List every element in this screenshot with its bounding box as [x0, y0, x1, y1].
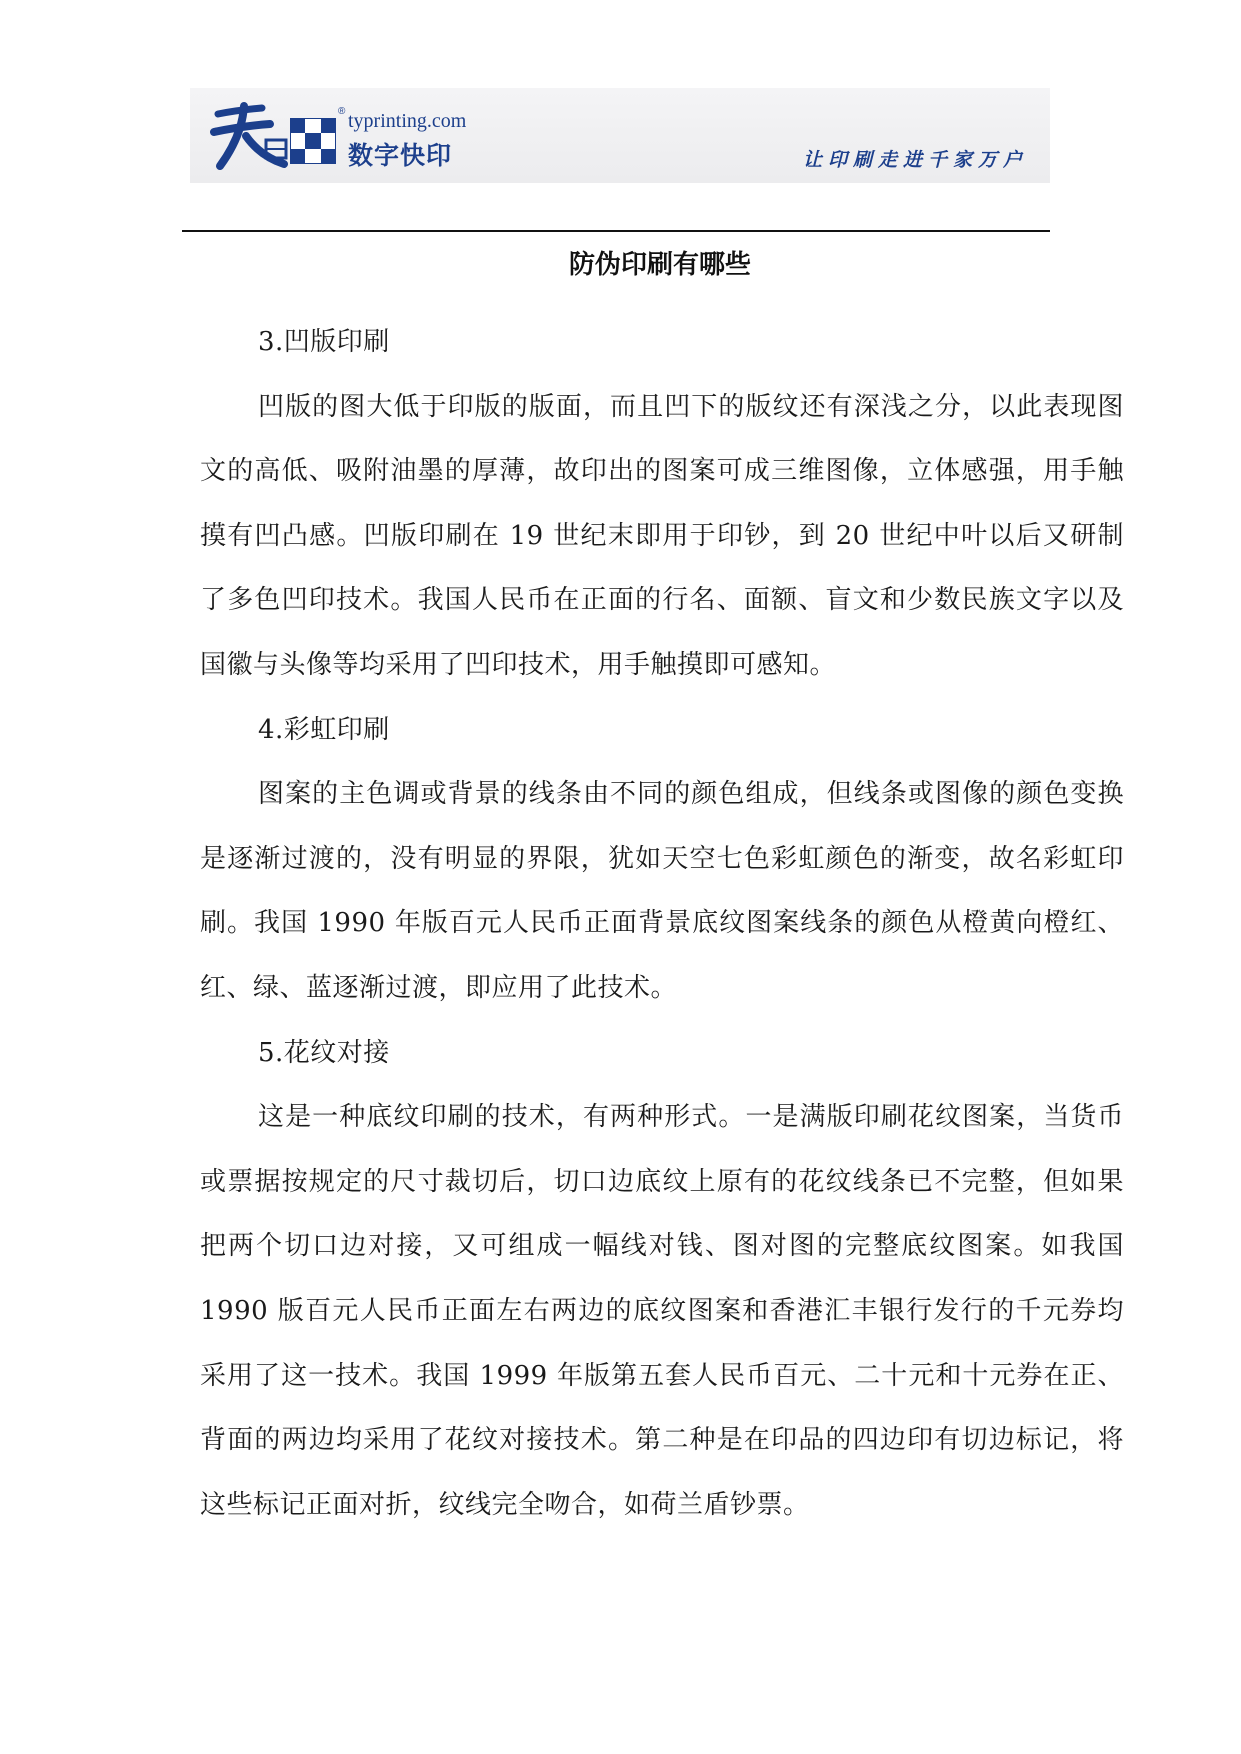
section-heading: 5.花纹对接 — [258, 1037, 390, 1068]
section-paragraph: 图案的主色调或背景的线条由不同的颜色组成，但线条或图像的颜色变换是逐渐过渡的，没有明显的界限，犹如天空七色彩虹颜色的渐变，故名彩虹印刷。我国 1990 年版百元人民币正面背景底纹图案线条的颜色从橙黄向橙红、红、绿、蓝逐渐过渡，即应用了此技术。 — [200, 779, 1124, 1003]
slogan: 让印刷走进千家万户 — [802, 149, 1028, 171]
section-heading: 4.彩虹印刷 — [258, 714, 390, 745]
registered-mark: ® — [338, 106, 346, 117]
section-paragraph: 这是一种底纹印刷的技术，有两种形式。一是满版印刷花纹图案，当货币或票据按规定的尺寸裁切后，切口边底纹上原有的花纹线条已不完整，但如果把两个切口边对接，又可组成一幅线对钱、图对图的完整底纹图案。如我国 1990 版百元人民币正面左右两边的底纹图案和香港汇丰银行发行的千元券均采用了这一技术。我国 1999 年版第五套人民币百元、二十元和十元券在正、背面的两边均采用了花纹对接技术。第二种是在印品的四边印有切边标记，将这些标记正面对折，纹线完全吻合，如荷兰盾钞票。 — [200, 1102, 1124, 1520]
section-paragraph: 凹版的图大低于印版的版面，而且凹下的版纹还有深浅之分，以此表现图文的高低、吸附油墨的厚薄，故印出的图案可成三维图像，立体感强，用手触摸有凹凸感。凹版印刷在 19 世纪末即用于印钞，到 20 世纪中叶以后又研制了多色凹印技术。我国人民币在正面的行名、面额、盲文和少数民族文字以及国徽与头像等均采用了凹印技术，用手触摸即可感知。 — [200, 391, 1124, 680]
brand-url: typrinting.com — [348, 110, 467, 132]
tianyi-logo-icon — [208, 100, 296, 172]
document-title: 防伪印刷有哪些 — [568, 250, 751, 280]
document-body — [200, 310, 1124, 1537]
header-divider — [182, 230, 1050, 232]
section-heading: 3.凹版印刷 — [258, 327, 390, 357]
checker-logo-icon — [290, 118, 336, 164]
header-banner — [190, 88, 1050, 183]
brand-name: 数字快印 — [348, 141, 453, 170]
